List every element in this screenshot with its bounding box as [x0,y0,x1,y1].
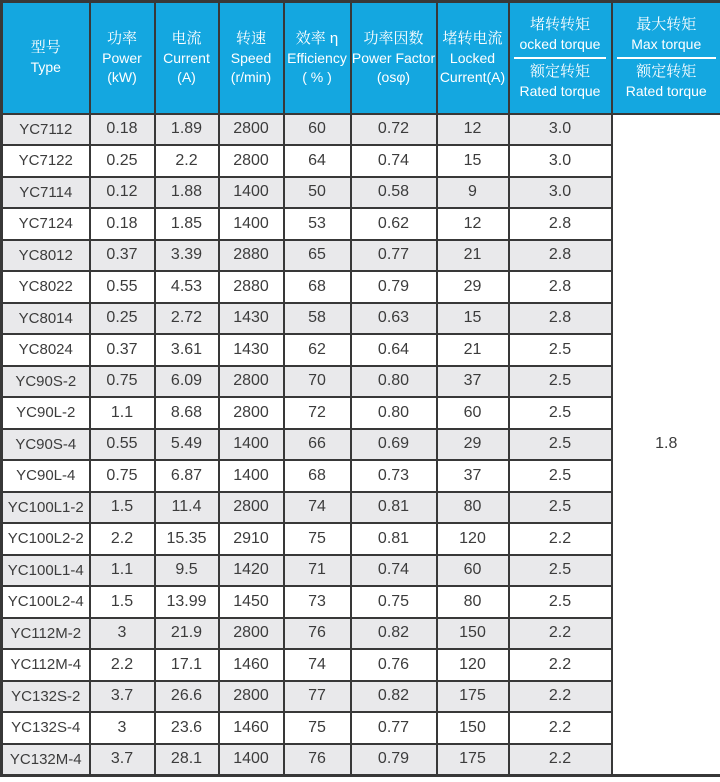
power-cell: 0.12 [90,177,155,209]
power-cell: 0.18 [90,208,155,240]
power-factor-cell: 0.74 [351,555,437,587]
col-header-locked-torque [509,2,612,114]
power-cell: 0.25 [90,303,155,335]
power-factor-cell: 0.75 [351,586,437,618]
speed-cell: 1430 [219,303,284,335]
header-line-en: Locked [449,49,496,66]
header-line-zh2: 额定转矩 [529,62,590,80]
header-line-unit: (osφ) [376,68,411,85]
speed-cell: 2800 [219,681,284,713]
power-cell: 0.37 [90,240,155,272]
col-header-max-torque [612,2,720,114]
table-body [2,114,720,776]
efficiency-cell: 70 [284,366,351,398]
type-cell: YC7114 [2,177,90,209]
power-factor-cell: 0.80 [351,366,437,398]
current-cell: 2.2 [155,145,219,177]
type-cell: YC90L-4 [2,460,90,492]
type-cell: YC8012 [2,240,90,272]
header-line-zh: 效率 η [295,29,339,47]
header-line-en: Efficiency [287,49,347,66]
type-cell: YC8022 [2,271,90,303]
speed-cell: 2800 [219,114,284,146]
header-line-en: Type [30,59,61,76]
header-line-en: ocked torque [519,35,601,52]
header-line-zh: 电流 [171,29,202,47]
power-factor-cell: 0.81 [351,523,437,555]
type-cell: YC90L-2 [2,397,90,429]
speed-cell: 1460 [219,712,284,744]
speed-cell: 2910 [219,523,284,555]
efficiency-cell: 77 [284,681,351,713]
efficiency-cell: 74 [284,492,351,524]
current-cell: 3.61 [155,334,219,366]
header-line-en: Max torque [631,35,702,52]
locked-torque-cell: 3.0 [509,145,612,177]
speed-cell: 1420 [219,555,284,587]
locked-torque-cell: 2.5 [509,366,612,398]
efficiency-cell: 76 [284,618,351,650]
efficiency-cell: 50 [284,177,351,209]
power-cell: 3.7 [90,744,155,776]
type-cell: YC7122 [2,145,90,177]
header-line-en: Power [102,49,142,66]
speed-cell: 1400 [219,177,284,209]
locked-torque-cell: 2.5 [509,492,612,524]
locked-current-cell: 29 [437,271,509,303]
efficiency-cell: 62 [284,334,351,366]
power-factor-cell: 0.79 [351,744,437,776]
locked-torque-cell: 2.2 [509,712,612,744]
locked-torque-cell: 2.2 [509,681,612,713]
locked-current-cell: 80 [437,586,509,618]
current-cell: 23.6 [155,712,219,744]
power-factor-cell: 0.82 [351,681,437,713]
locked-current-cell: 37 [437,366,509,398]
power-factor-cell: 0.82 [351,618,437,650]
header-line-unit: (r/min) [230,68,272,85]
header-line-en: Speed [230,49,272,66]
col-header-current [155,2,219,114]
efficiency-cell: 73 [284,586,351,618]
header-line-unit: (kW) [107,68,137,85]
locked-torque-cell: 3.0 [509,177,612,209]
locked-torque-cell: 2.5 [509,334,612,366]
current-cell: 5.49 [155,429,219,461]
speed-cell: 2800 [219,492,284,524]
power-factor-cell: 0.63 [351,303,437,335]
power-cell: 0.55 [90,429,155,461]
power-factor-cell: 0.76 [351,649,437,681]
power-factor-cell: 0.77 [351,712,437,744]
efficiency-cell: 68 [284,460,351,492]
efficiency-cell: 75 [284,712,351,744]
col-header-power [90,2,155,114]
col-header-power-factor [351,2,437,114]
current-cell: 1.85 [155,208,219,240]
type-cell: YC132S-2 [2,681,90,713]
type-cell: YC100L2-2 [2,523,90,555]
power-cell: 1.5 [90,492,155,524]
type-cell: YC100L1-2 [2,492,90,524]
type-cell: YC7112 [2,114,90,146]
type-cell: YC100L1-4 [2,555,90,587]
header-line-zh: 功率 [106,29,137,47]
header-line-en: Current [163,49,210,66]
power-cell: 0.55 [90,271,155,303]
power-cell: 0.25 [90,145,155,177]
efficiency-cell: 71 [284,555,351,587]
efficiency-cell: 65 [284,240,351,272]
speed-cell: 1430 [219,334,284,366]
current-cell: 15.35 [155,523,219,555]
efficiency-cell: 75 [284,523,351,555]
locked-current-cell: 150 [437,712,509,744]
power-cell: 1.1 [90,555,155,587]
header-row [2,2,720,114]
col-header-type [2,2,90,114]
locked-torque-cell: 2.5 [509,555,612,587]
locked-torque-cell: 2.8 [509,303,612,335]
current-cell: 3.39 [155,240,219,272]
power-factor-cell: 0.58 [351,177,437,209]
locked-current-cell: 29 [437,429,509,461]
header-line-zh: 堵转电流 [442,29,503,47]
locked-current-cell: 175 [437,744,509,776]
locked-torque-cell: 2.2 [509,523,612,555]
locked-torque-cell: 2.5 [509,586,612,618]
locked-torque-cell: 2.5 [509,460,612,492]
power-cell: 0.18 [90,114,155,146]
header-line-zh2: 额定转矩 [636,62,697,80]
col-header-speed [219,2,284,114]
type-cell: YC100L2-4 [2,586,90,618]
locked-current-cell: 15 [437,303,509,335]
current-cell: 1.89 [155,114,219,146]
power-factor-cell: 0.74 [351,145,437,177]
max-torque-merged-cell: 1.8 [612,114,720,776]
col-header-locked-current [437,2,509,114]
power-factor-cell: 0.77 [351,240,437,272]
current-cell: 1.88 [155,177,219,209]
type-cell: YC90S-4 [2,429,90,461]
speed-cell: 2800 [219,145,284,177]
header-line-en2: Rated torque [625,82,707,99]
header-line-unit: Current(A) [439,68,506,85]
locked-torque-cell: 2.8 [509,240,612,272]
locked-current-cell: 120 [437,523,509,555]
power-cell: 0.37 [90,334,155,366]
header-line-zh: 型号 [30,39,61,57]
efficiency-cell: 53 [284,208,351,240]
power-factor-cell: 0.62 [351,208,437,240]
power-factor-cell: 0.72 [351,114,437,146]
power-cell: 3 [90,712,155,744]
power-cell: 2.2 [90,523,155,555]
efficiency-cell: 76 [284,744,351,776]
current-cell: 17.1 [155,649,219,681]
current-cell: 4.53 [155,271,219,303]
locked-current-cell: 15 [437,145,509,177]
locked-current-cell: 37 [437,460,509,492]
col-header-efficiency [284,2,351,114]
speed-cell: 1400 [219,744,284,776]
type-cell: YC7124 [2,208,90,240]
current-cell: 26.6 [155,681,219,713]
locked-current-cell: 60 [437,555,509,587]
current-cell: 2.72 [155,303,219,335]
locked-current-cell: 21 [437,240,509,272]
speed-cell: 1450 [219,586,284,618]
speed-cell: 1400 [219,460,284,492]
power-cell: 1.1 [90,397,155,429]
locked-torque-cell: 2.8 [509,208,612,240]
locked-torque-cell: 2.5 [509,397,612,429]
locked-current-cell: 12 [437,208,509,240]
locked-current-cell: 120 [437,649,509,681]
power-cell: 3 [90,618,155,650]
speed-cell: 2800 [219,618,284,650]
power-factor-cell: 0.64 [351,334,437,366]
fraction-divider [617,57,716,59]
current-cell: 28.1 [155,744,219,776]
speed-cell: 2880 [219,271,284,303]
speed-cell: 1400 [219,429,284,461]
header-line-zh: 转速 [235,29,266,47]
current-cell: 8.68 [155,397,219,429]
header-line-unit: (A) [177,68,196,85]
power-cell: 1.5 [90,586,155,618]
power-factor-cell: 0.69 [351,429,437,461]
speed-cell: 1400 [219,208,284,240]
speed-cell: 2880 [219,240,284,272]
locked-current-cell: 150 [437,618,509,650]
type-cell: YC112M-2 [2,618,90,650]
power-factor-cell: 0.81 [351,492,437,524]
speed-cell: 2800 [219,397,284,429]
efficiency-cell: 72 [284,397,351,429]
locked-torque-cell: 3.0 [509,114,612,146]
current-cell: 6.09 [155,366,219,398]
locked-current-cell: 175 [437,681,509,713]
current-cell: 13.99 [155,586,219,618]
power-cell: 3.7 [90,681,155,713]
current-cell: 6.87 [155,460,219,492]
fraction-divider [514,57,607,59]
efficiency-cell: 64 [284,145,351,177]
type-cell: YC8024 [2,334,90,366]
locked-current-cell: 21 [437,334,509,366]
header-line-zh: 堵转转矩 [529,15,590,33]
current-cell: 9.5 [155,555,219,587]
power-factor-cell: 0.73 [351,460,437,492]
efficiency-cell: 74 [284,649,351,681]
speed-cell: 2800 [219,366,284,398]
header-line-zh: 最大转矩 [636,15,697,33]
locked-torque-cell: 2.5 [509,429,612,461]
type-cell: YC132M-4 [2,744,90,776]
locked-torque-cell: 2.2 [509,744,612,776]
locked-current-cell: 12 [437,114,509,146]
locked-current-cell: 9 [437,177,509,209]
efficiency-cell: 66 [284,429,351,461]
table-row [2,114,720,146]
efficiency-cell: 58 [284,303,351,335]
efficiency-cell: 68 [284,271,351,303]
power-cell: 0.75 [90,460,155,492]
power-cell: 0.75 [90,366,155,398]
type-cell: YC132S-4 [2,712,90,744]
speed-cell: 1460 [219,649,284,681]
type-cell: YC112M-4 [2,649,90,681]
current-cell: 11.4 [155,492,219,524]
header-line-en2: Rated torque [519,82,601,99]
header-line-zh: 功率因数 [363,29,424,47]
locked-current-cell: 80 [437,492,509,524]
current-cell: 21.9 [155,618,219,650]
type-cell: YC90S-2 [2,366,90,398]
table-header [2,2,720,114]
efficiency-cell: 60 [284,114,351,146]
header-line-unit: ( % ) [302,68,332,85]
type-cell: YC8014 [2,303,90,335]
locked-torque-cell: 2.2 [509,649,612,681]
power-factor-cell: 0.80 [351,397,437,429]
locked-current-cell: 60 [437,397,509,429]
header-line-en: Power Factor [351,49,436,66]
locked-torque-cell: 2.2 [509,618,612,650]
locked-torque-cell: 2.8 [509,271,612,303]
power-cell: 2.2 [90,649,155,681]
power-factor-cell: 0.79 [351,271,437,303]
